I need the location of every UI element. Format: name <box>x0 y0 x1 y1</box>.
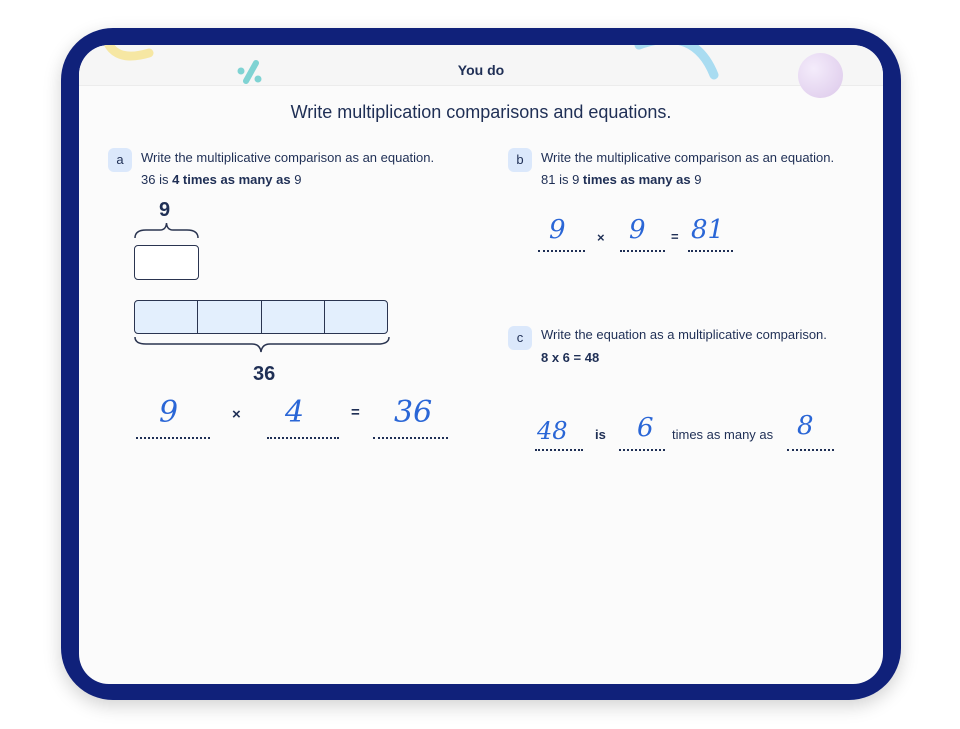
top-bar <box>79 45 883 86</box>
question-c-blank-1[interactable] <box>535 449 583 451</box>
question-b-statement-bold: times as many as <box>582 172 691 187</box>
question-b-statement-prefix: 81 is 9 <box>541 172 583 187</box>
question-a-statement-prefix: 36 is <box>141 172 173 187</box>
question-b-statement-suffix: 9 <box>690 172 702 187</box>
page-title: Write multiplication comparisons and equations. <box>290 102 672 122</box>
bottom-brace <box>134 336 390 354</box>
question-b-answer-3[interactable]: 81 <box>691 215 725 245</box>
question-b-statement <box>541 172 701 187</box>
question-a-answer-3[interactable]: 36 <box>394 395 433 430</box>
question-a-answer-1[interactable]: 9 <box>159 395 179 430</box>
question-a-instruction: Write the multiplicative comparison as an equation. <box>141 150 435 165</box>
bar-segment <box>325 301 387 333</box>
bar-model-single-box <box>134 245 199 280</box>
top-brace <box>134 222 199 240</box>
question-c-equation: 8 x 6 = 48 <box>541 350 600 365</box>
question-b-times-symbol: × <box>597 230 605 245</box>
bar-segment <box>198 301 261 333</box>
question-a-statement-bold: 4 times as many as <box>172 172 291 187</box>
question-a-blank-1[interactable] <box>136 437 210 439</box>
bar-model-four-part-bar <box>134 300 388 334</box>
question-a-statement-suffix: 9 <box>290 172 302 187</box>
question-a-statement <box>141 172 301 187</box>
slide-screen <box>79 45 883 684</box>
question-b-instruction: Write the multiplicative comparison as an equation. <box>541 150 835 165</box>
question-a-blank-3[interactable] <box>373 437 448 439</box>
question-c-answer-2[interactable]: 6 <box>637 413 654 443</box>
question-a-answer-2[interactable]: 4 <box>285 395 305 430</box>
question-b-answer-1[interactable]: 9 <box>549 215 566 245</box>
question-a-equals-symbol: = <box>351 404 360 421</box>
question-b-blank-2[interactable] <box>620 250 665 252</box>
question-c-answer-1[interactable]: 48 <box>537 417 568 445</box>
question-c-word-times: times as many as <box>672 427 774 442</box>
bar-model-bottom-value: 36 <box>253 363 276 385</box>
question-a-times-symbol: × <box>232 406 241 423</box>
question-b-blank-3[interactable] <box>688 250 733 252</box>
question-b-equals-symbol: = <box>671 229 679 244</box>
question-c-blank-3[interactable] <box>787 449 834 451</box>
question-c-word-is: is <box>595 427 606 442</box>
bar-segment <box>262 301 325 333</box>
question-b-answer-2[interactable]: 9 <box>629 215 646 245</box>
question-c-instruction: Write the equation as a multiplicative comparison. <box>541 327 827 342</box>
bar-model-top-value: 9 <box>159 199 171 221</box>
question-a-blank-2[interactable] <box>267 437 339 439</box>
bar-segment <box>135 301 198 333</box>
question-b-blank-1[interactable] <box>538 250 585 252</box>
question-b-badge: b <box>508 148 532 172</box>
question-c-badge: c <box>508 326 532 350</box>
question-c-answer-3[interactable]: 8 <box>797 411 814 441</box>
question-c-blank-2[interactable] <box>619 449 665 451</box>
question-a-badge: a <box>108 148 132 172</box>
page-header-title: You do <box>457 62 505 78</box>
